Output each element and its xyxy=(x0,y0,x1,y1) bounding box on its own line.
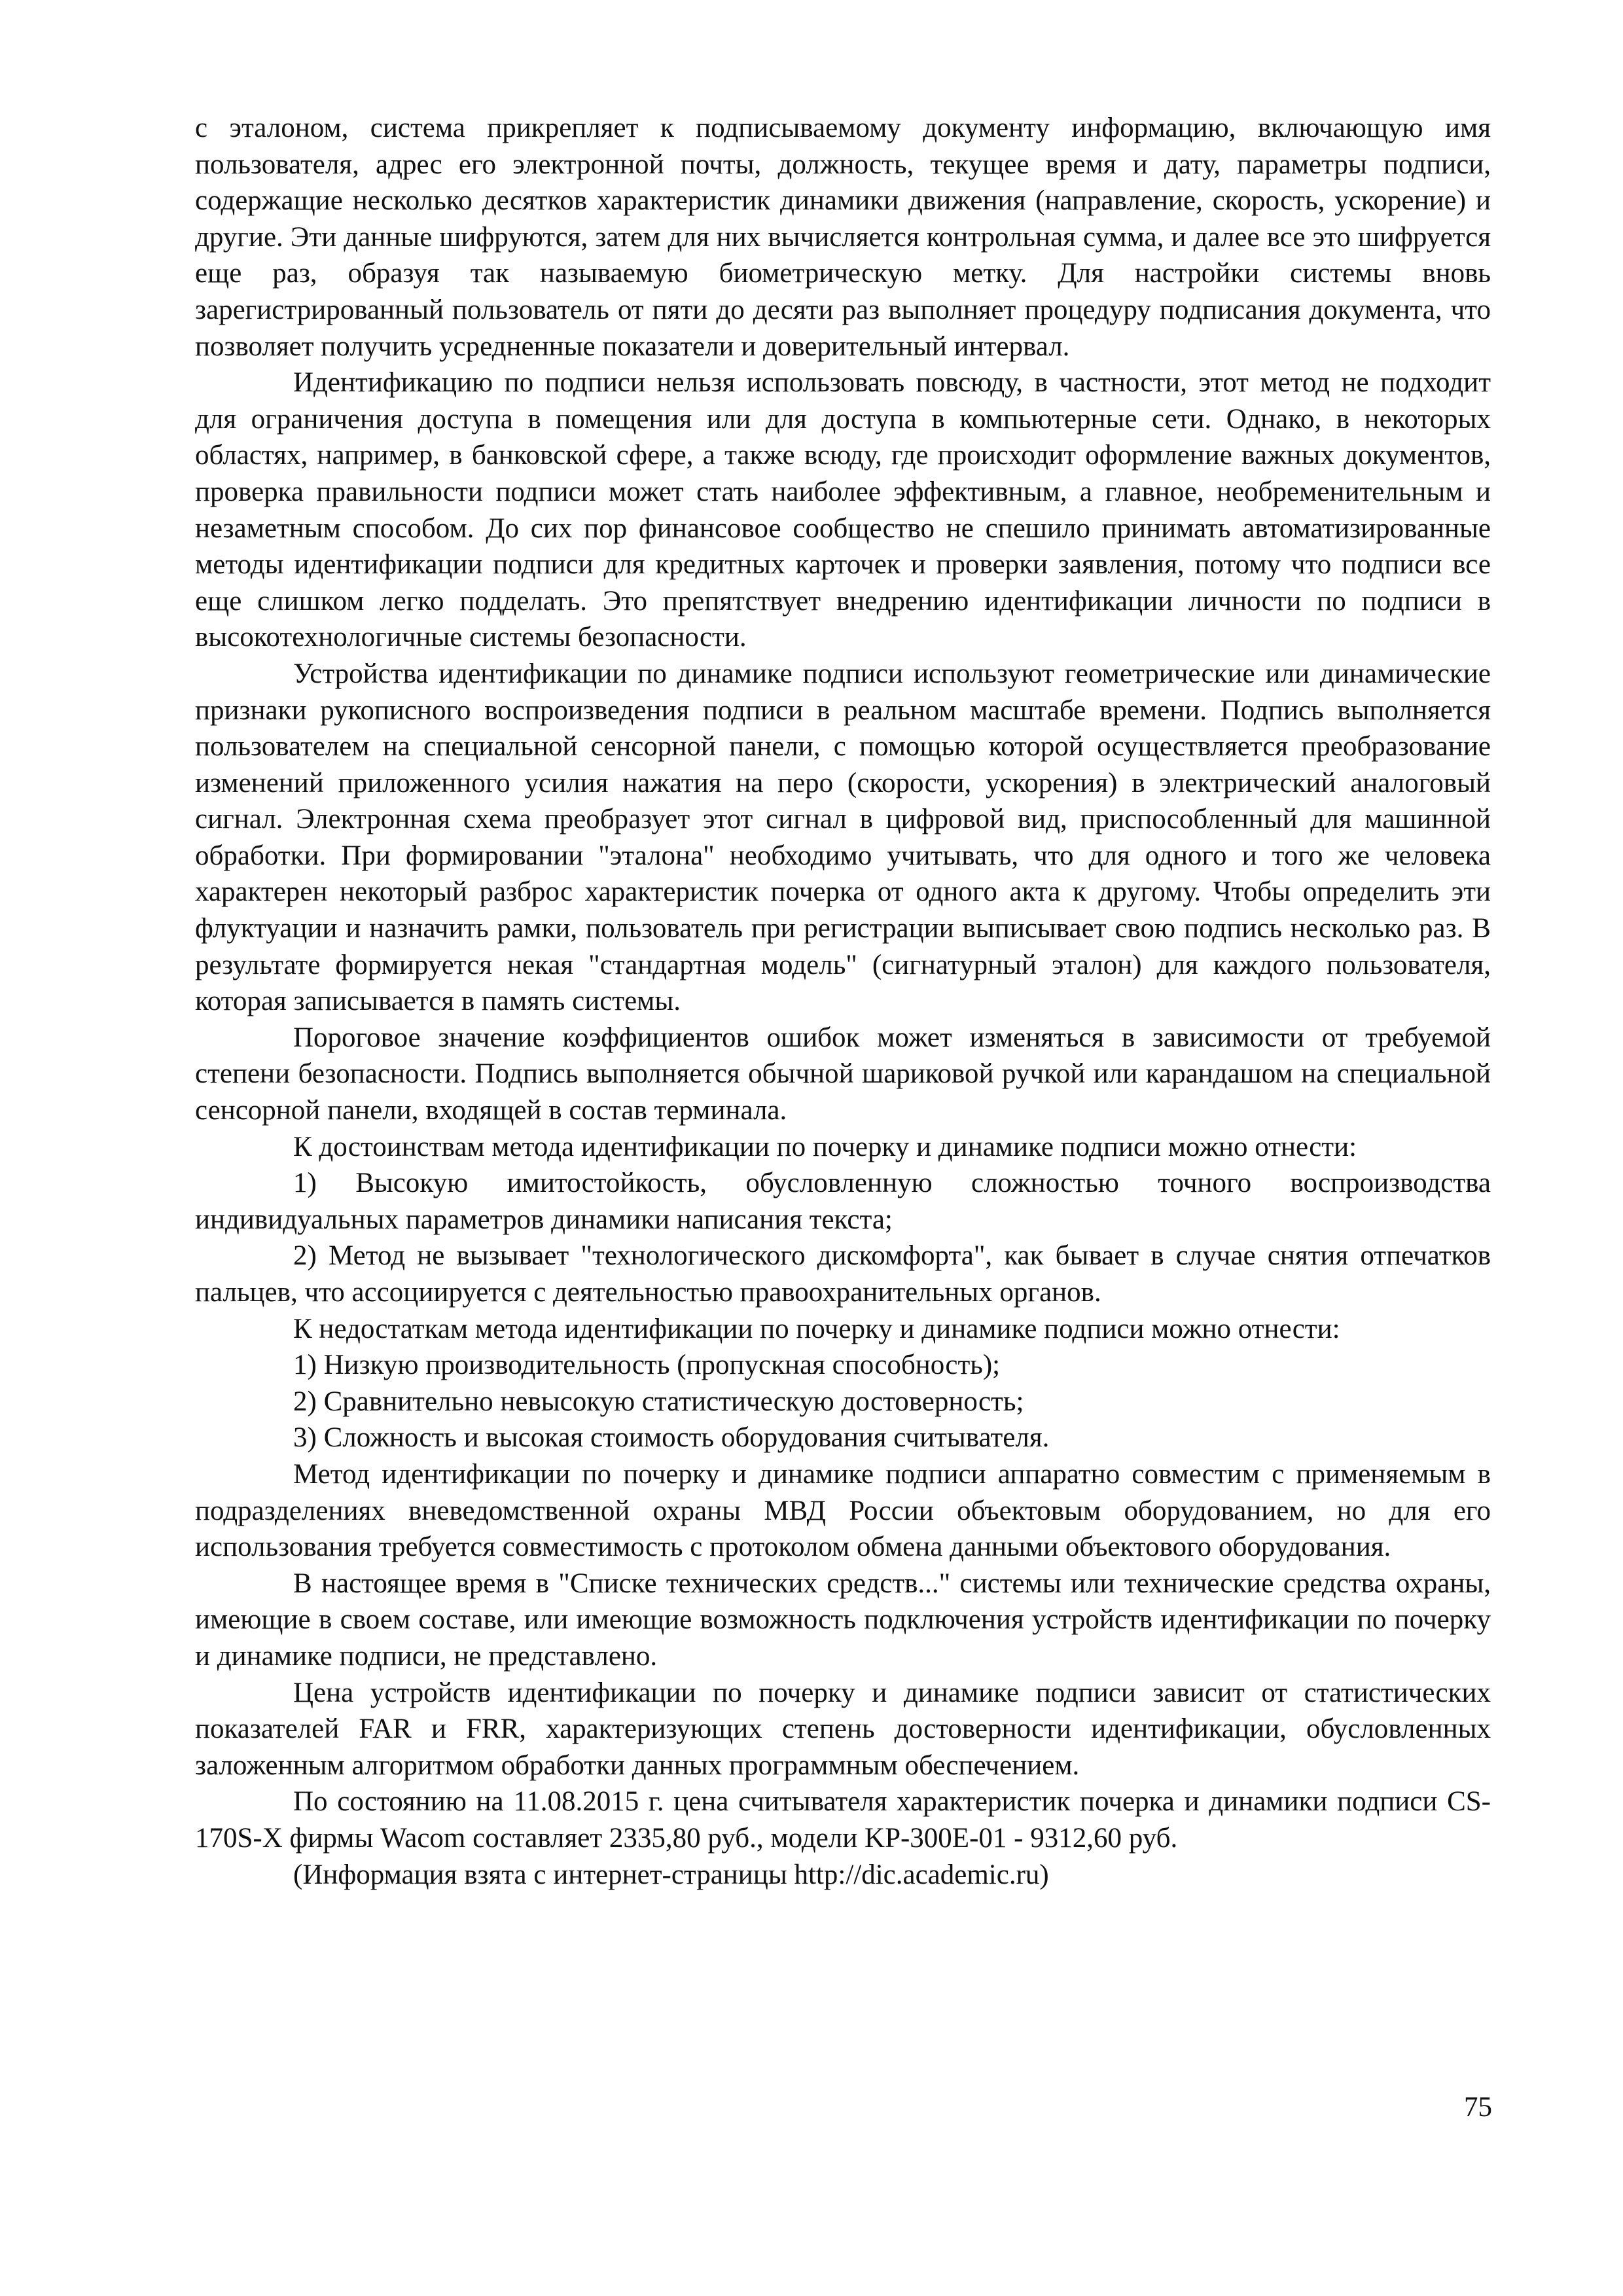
page-body-text xyxy=(195,110,1491,1893)
paragraph-threshold: Пороговое значение коэффициентов ошибок может изменяться в зависимости от требуемой степени безопасности. Подпись выполняется обычной шариковой ручкой или карандашом на специальной сенсорной панели, входящей в состав терминала. xyxy=(195,1022,1491,1126)
paragraph-signature-limitations: Идентификацию по подписи нельзя использовать повсюду, в частности, этот метод не подходит для ограничения доступа в помещения или для доступа в компьютерные сети. Однако, в некоторых областях, например, в банковской сфере, а также всюду, где происходит оформление важных документов, проверка правильности подписи может стать наиболее эффективным, а главное, необременительным и незаметным способом. До сих пор финансовое сообщество не спешило принимать автоматизированные методы идентификации подписи для кредитных карточек и проверки заявления, потому что подписи все еще слишком легко подделать. Это препятствует внедрению идентификации личности по подписи в высокотехнологичные системы безопасности. xyxy=(195,367,1491,653)
paragraph-dynamic-devices: Устройства идентификации по динамике подписи используют геометрические или динамические признаки рукописного воспроизведения подписи в реальном масштабе времени. Подпись выполняется пользователем на специальной сенсорной панели, с помощью которой осуществляется преобразование изменений приложенного усилия нажатия на перо (скорости, ускорения) в электрический аналоговый сигнал. Электронная схема преобразует этот сигнал в цифровой вид, приспособленный для машинной обработки. При формировании "эталона" необходимо учитывать, что для одного и того же человека характерен некоторый разброс характеристик почерка от одного акта к другому. Чтобы определить эти флуктуации и назначить рамки, пользователь при регистрации выписывает свою подпись несколько раз. В результате формируется некая "стандартная модель" (сигнатурный эталон) для каждого пользователя, которая записывается в память системы. xyxy=(195,658,1491,1017)
paragraph-compatibility: Метод идентификации по почерку и динамике подписи аппаратно совместим с применяемым в подразделениях вневедомственной охраны МВД России объектовым оборудованием, но для его использования требуется совместимость с протоколом обмена данными объектового оборудования. xyxy=(195,1458,1491,1563)
paragraph-continuation: с эталоном, система прикрепляет к подписываемому документу информацию, включающую имя пользователя, адрес его электронной почты, должность, текущее время и дату, параметры подписи, содержащие несколько десятков характеристик динамики движения (направление, скорость, ускорение) и другие. Эти данные шифруются, затем для них вычисляется контрольная сумма, и далее все это шифруется еще раз, образуя так называемую биометрическую метку. Для настройки системы вновь зарегистрированный пользователь от пяти до десяти раз выполняет процедуру подписания документа, что позволяет получить усредненные показатели и доверительный интервал. xyxy=(195,113,1491,362)
disadvantage-item-2: 2) Сравнительно невысокую статистическую достоверность; xyxy=(293,1386,1024,1417)
paragraph-price-factors: Цена устройств идентификации по почерку и динамике подписи зависит от статистических показателей FAR и FRR, характеризующих степень достоверности идентификации, обусловленных заложенным алгоритмом обработки данных программным обеспечением. xyxy=(195,1677,1491,1781)
paragraph-price-values: По состоянию на 11.08.2015 г. цена считывателя характеристик почерка и динамики подписи CS-170S-X фирмы Wacom составляет 2335,80 руб., модели KP-300E-01 - 9312,60 руб. xyxy=(195,1786,1491,1854)
advantage-item-2: 2) Метод не вызывает "технологического дискомфорта", как бывает в случае снятия отпечатков пальцев, что ассоциируется с деятельностью правоохранительных органов. xyxy=(195,1240,1491,1308)
disadvantage-item-1: 1) Низкую производительность (пропускная способность); xyxy=(293,1350,1001,1381)
disadvantages-heading: К недостаткам метода идентификации по почерку и динамике подписи можно отнести: xyxy=(293,1313,1340,1344)
disadvantage-item-3: 3) Сложность и высокая стоимость оборудования считывателя. xyxy=(293,1422,1050,1454)
paragraph-technical-list: В настоящее время в "Списке технических средств..." системы или технические средства охраны, имеющие в своем составе, или имеющие возможность подключения устройств идентификации по почерку и динамике подписи, не представлено. xyxy=(195,1568,1491,1672)
page-number: 75 xyxy=(1464,2092,1492,2123)
paragraph-source-note: (Информация взята с интернет-страницы http://dic.academic.ru) xyxy=(293,1859,1049,1890)
advantages-heading: К достоинствам метода идентификации по почерку и динамике подписи можно отнести: xyxy=(293,1131,1357,1162)
advantage-item-1: 1) Высокую имитостойкость, обусловленную сложностью точного воспроизводства индивидуальных параметров динамики написания текста; xyxy=(195,1168,1491,1235)
